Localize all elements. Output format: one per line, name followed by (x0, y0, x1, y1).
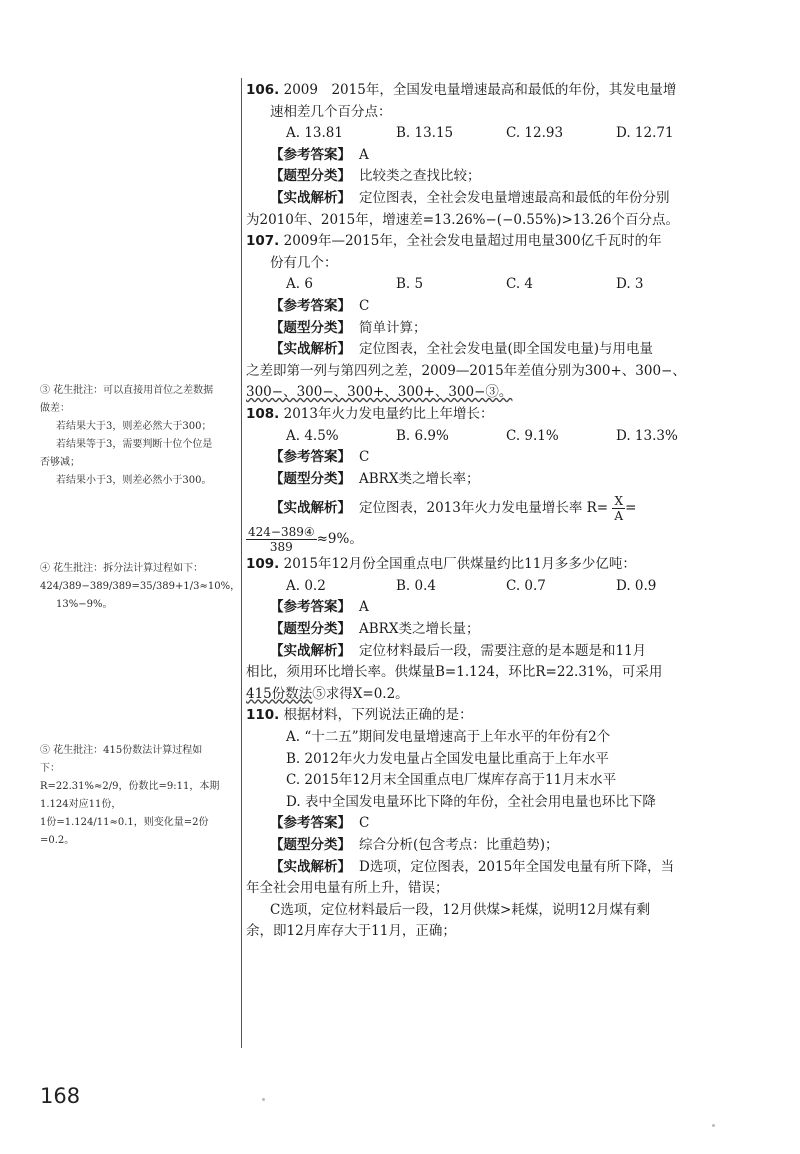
answer-tag: 【参考答案】 (270, 146, 351, 163)
type: 简单计算； (359, 319, 427, 336)
question-stem-cont: 份有几个： (270, 254, 338, 271)
answer: C (359, 815, 370, 832)
side-note-line: 1份=1.124/11≈0.1，则变化量=2份=0.2。 (40, 817, 209, 846)
option-c: C. 9.1% (506, 427, 559, 444)
question-stem: 根据材料，下列说法正确的是： (283, 707, 473, 724)
option-d: D. 表中全国发电量环比下降的年份，全社会用电量也环比下降 (286, 793, 656, 810)
analysis-text: D选项，定位图表，2015年全国发电量有所下降，当 (359, 858, 675, 875)
type-tag: 【题型分类】 (270, 319, 351, 336)
side-note-head: ⑤ 花生批注：415份数法计算过程如下： (40, 745, 203, 774)
analysis-text-cont: 之差即第一列与第四列之差，2009—2015年差值分别为300+、300−、 (246, 362, 686, 379)
side-note-4 (40, 560, 241, 614)
option-d: D. 0.9 (616, 577, 657, 594)
analysis-tag: 【实战解析】 (270, 189, 351, 206)
answer-tag: 【参考答案】 (270, 599, 351, 616)
question-107 (246, 231, 766, 404)
frac-numerator: 424−389④ (248, 525, 315, 540)
fraction-calc (246, 525, 317, 554)
analysis-tag: 【实战解析】 (270, 858, 351, 875)
options-row (246, 426, 766, 448)
frac-numerator: X (612, 494, 625, 509)
option-a: A. “十二五”期间发电量增速高于上年水平的年份有2个 (286, 729, 611, 746)
question-110 (246, 705, 766, 943)
type: ABRX类之增长量； (359, 621, 480, 638)
option-a: A. 6 (286, 276, 313, 293)
analysis-text: 定位图表，全社会发电量(即全国发电量)与用电量 (359, 341, 654, 358)
margin-rule (241, 78, 242, 1048)
analysis-tag: 【实战解析】 (270, 341, 351, 358)
question-stem: 2015年12月份全国重点电厂供煤量约比11月多多少亿吨： (283, 556, 636, 573)
option-d: D. 3 (616, 276, 644, 293)
analysis-result: ≈9%。 (316, 531, 363, 548)
option-b: B. 0.4 (396, 577, 436, 594)
page-number: 168 (40, 1084, 81, 1108)
side-note-line: 若结果等于3，需要判断十位个位是否够减； (40, 439, 213, 468)
options-row (246, 123, 766, 145)
answer: A (359, 599, 369, 616)
analysis-text-cont: ⑤求得X=0.2。 (312, 685, 409, 702)
option-a: A. 4.5% (286, 427, 339, 444)
side-note-head: ④ 花生批注：拆分法计算过程如下： (40, 563, 204, 574)
type-tag: 【题型分类】 (270, 168, 351, 185)
option-d: D. 13.3% (616, 427, 678, 444)
answer-tag: 【参考答案】 (270, 815, 351, 832)
option-b: B. 6.9% (396, 427, 449, 444)
answer: C (359, 449, 370, 466)
option-c: C. 2015年12月末全国重点电厂煤库存高于11月末水平 (286, 772, 617, 789)
side-note-line: 若结果小于3，则差必然小于300。 (56, 475, 212, 486)
option-b: B. 5 (396, 276, 424, 293)
analysis-text-cont: 300−、300−、300+、300+、300−③。 (246, 384, 513, 401)
side-note-line: 若结果大于3，则差必然大于300； (56, 421, 212, 432)
side-note-line: R=22.31%≈2/9，份数比=9:11，本期1.124对应11份， (40, 781, 220, 810)
question-stem: 2009年—2015年，全社会发电量超过用电量300亿千瓦时的年 (283, 233, 662, 250)
option-c: C. 12.93 (506, 125, 564, 142)
side-note-3 (40, 382, 220, 490)
analysis-text-cont: 相比，须用环比增长率。供煤量B=1.124，环比R=22.31%，可采用 (246, 664, 663, 681)
question-number: 106. (246, 82, 280, 98)
analysis-method: 415份数法 (246, 685, 313, 702)
analysis-text: 定位图表，全社会发电量增速最高和最低的年份分别 (359, 189, 670, 206)
scan-speck (262, 1098, 265, 1101)
option-a: A. 0.2 (286, 577, 326, 594)
answer: C (359, 297, 370, 314)
question-number: 109. (246, 556, 280, 573)
main-column (246, 80, 766, 943)
options-row (246, 576, 766, 598)
question-109 (246, 554, 766, 705)
option-c: C. 4 (506, 276, 534, 293)
side-note-head: ③ 花生批注：可以直接用首位之差数据做差： (40, 385, 214, 414)
type-tag: 【题型分类】 (270, 837, 351, 853)
analysis-tag: 【实战解析】 (270, 642, 351, 659)
question-stem: 2009 2015年，全国发电量增速最高和最低的年份，其发电量增 (283, 82, 677, 98)
type: ABRX类之增长率； (359, 470, 480, 487)
analysis-tag: 【实战解析】 (270, 500, 351, 517)
scan-speck (712, 1124, 715, 1127)
type: 比较类之查找比较； (359, 168, 481, 185)
question-number: 108. (246, 405, 280, 422)
type-tag: 【题型分类】 (270, 470, 351, 487)
question-number: 107. (246, 233, 280, 250)
option-a: A. 13.81 (286, 125, 343, 142)
frac-denominator: 389 (269, 540, 293, 555)
analysis-text-cont: C选项，定位材料最后一段，12月供煤>耗煤，说明12月煤有剩 (270, 901, 650, 918)
analysis-text-cont: 余，即12月库存大于11月，正确； (246, 923, 456, 940)
question-stem-cont: 速相差几个百分点： (270, 103, 392, 120)
side-note-5 (40, 742, 220, 850)
question-108 (246, 404, 766, 554)
option-d: D. 12.71 (616, 125, 674, 142)
fraction-x-over-a (612, 494, 625, 523)
answer-tag: 【参考答案】 (270, 449, 351, 466)
question-stem: 2013年火力发电量约比上年增长： (283, 405, 494, 422)
analysis-text-cont: 为2010年、2015年，增速差=13.26%−(−0.55%)>13.26个百分点。 (246, 211, 680, 228)
frac-denominator: A (614, 509, 624, 524)
option-c: C. 0.7 (506, 577, 546, 594)
options-row (246, 274, 766, 296)
analysis-text: 定位材料最后一段，需要注意的是本题是和11月 (359, 642, 647, 659)
equals: = (625, 500, 637, 517)
answer-tag: 【参考答案】 (270, 297, 351, 314)
answer: A (359, 146, 369, 163)
question-106 (246, 80, 766, 231)
side-note-line: 13%−9%。 (56, 599, 113, 610)
option-b: B. 2012年火力发电量占全国发电量比重高于上年水平 (286, 750, 609, 767)
question-number: 110. (246, 707, 280, 724)
side-note-line: 424/389−389/389=35/389+1/3≈10%， (40, 581, 241, 592)
option-b: B. 13.15 (396, 125, 454, 142)
type: 综合分析(包含考点：比重趋势)； (359, 837, 559, 853)
analysis-text: 定位图表，2013年火力发电量增长率 R= (359, 500, 609, 517)
type-tag: 【题型分类】 (270, 621, 351, 638)
analysis-text-cont: 年全社会用电量有所上升，错误； (246, 880, 449, 897)
